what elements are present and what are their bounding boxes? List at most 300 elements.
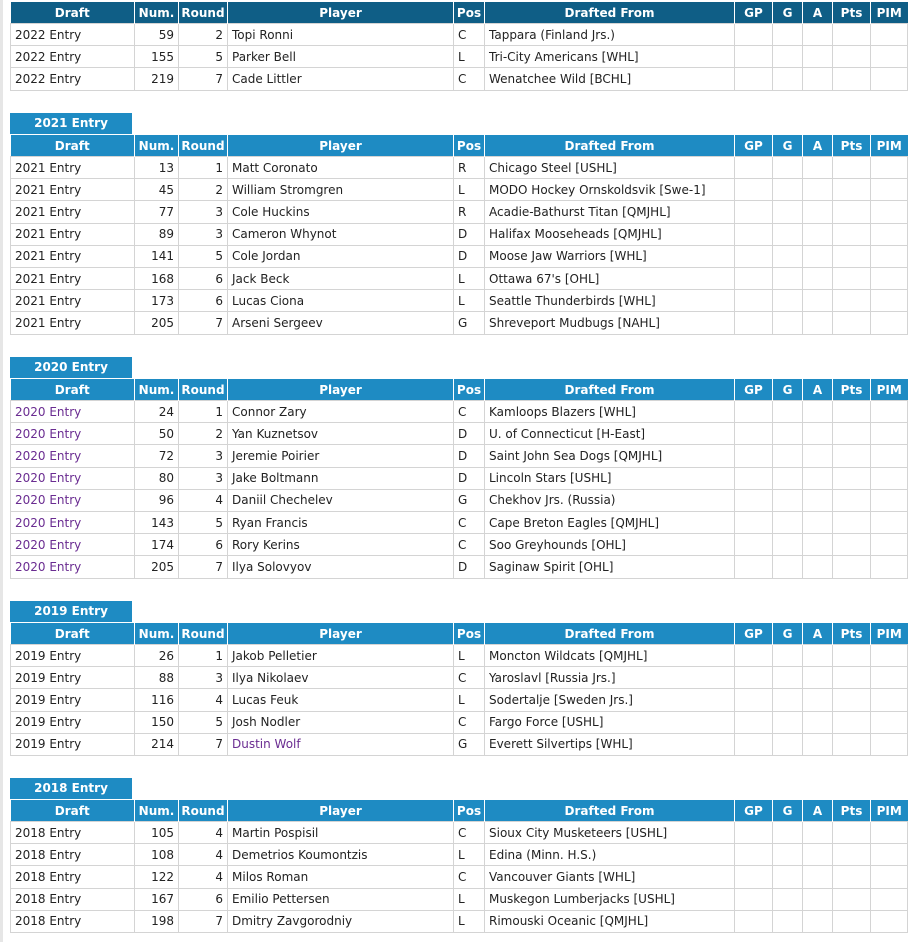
round-cell: 6 — [179, 290, 228, 312]
column-header: A — [803, 379, 833, 401]
pim-cell — [871, 290, 908, 312]
pts-cell — [833, 910, 871, 932]
a-cell — [803, 888, 833, 910]
drafted-from-cell: Cape Breton Eagles [QMJHL] — [485, 511, 735, 533]
table-row — [11, 445, 908, 467]
pts-cell — [833, 24, 871, 46]
a-cell — [803, 467, 833, 489]
gp-cell — [735, 645, 773, 667]
draft-link[interactable]: 2020 Entry — [15, 493, 82, 508]
column-header: Player — [228, 2, 454, 24]
pts-cell — [833, 423, 871, 445]
g-cell — [773, 844, 803, 866]
column-header: Pos — [454, 800, 485, 822]
draft-link[interactable]: 2020 Entry — [15, 448, 82, 463]
table-row — [11, 489, 908, 511]
pick-number-cell: 88 — [135, 667, 179, 689]
player-cell: Lucas Feuk — [228, 689, 454, 711]
pim-cell — [871, 844, 908, 866]
pick-number-cell: 50 — [135, 423, 179, 445]
g-cell — [773, 201, 803, 223]
drafted-from-cell: Moose Jaw Warriors [WHL] — [485, 245, 735, 267]
pick-number-cell: 205 — [135, 556, 179, 578]
pts-cell — [833, 822, 871, 844]
column-header: Pts — [833, 379, 871, 401]
a-cell — [803, 46, 833, 68]
g-cell — [773, 290, 803, 312]
table-row — [11, 179, 908, 201]
g-cell — [773, 46, 803, 68]
draft-link[interactable]: 2020 Entry — [15, 426, 82, 441]
pts-cell — [833, 667, 871, 689]
player-cell: Connor Zary — [228, 401, 454, 423]
pim-cell — [871, 201, 908, 223]
table-row — [11, 511, 908, 533]
a-cell — [803, 290, 833, 312]
column-header: Round — [179, 800, 228, 822]
pim-cell — [871, 733, 908, 755]
column-header: Drafted From — [485, 2, 735, 24]
position-cell: L — [454, 645, 485, 667]
pim-cell — [871, 245, 908, 267]
gp-cell — [735, 534, 773, 556]
player-cell: Topi Ronni — [228, 24, 454, 46]
pim-cell — [871, 667, 908, 689]
position-cell: R — [454, 157, 485, 179]
column-header: Drafted From — [485, 800, 735, 822]
gp-cell — [735, 423, 773, 445]
position-cell: C — [454, 667, 485, 689]
drafted-from-cell: Sioux City Musketeers [USHL] — [485, 822, 735, 844]
table-row — [11, 68, 908, 90]
pick-number-cell: 205 — [135, 312, 179, 334]
drafted-from-cell: Acadie-Bathurst Titan [QMJHL] — [485, 201, 735, 223]
round-cell: 7 — [179, 556, 228, 578]
player-cell: Yan Kuznetsov — [228, 423, 454, 445]
gp-cell — [735, 489, 773, 511]
draft-table — [10, 379, 908, 579]
player-cell: Demetrios Koumontzis — [228, 844, 454, 866]
gp-cell — [735, 201, 773, 223]
player-cell: Ilya Solovyov — [228, 556, 454, 578]
g-cell — [773, 556, 803, 578]
column-header: Drafted From — [485, 379, 735, 401]
pick-number-cell: 59 — [135, 24, 179, 46]
column-header: PIM — [871, 135, 908, 157]
pick-number-cell: 72 — [135, 445, 179, 467]
pts-cell — [833, 201, 871, 223]
drafted-from-cell: Sodertalje [Sweden Jrs.] — [485, 689, 735, 711]
column-header: Pos — [454, 379, 485, 401]
a-cell — [803, 910, 833, 932]
position-cell: G — [454, 489, 485, 511]
round-cell: 1 — [179, 645, 228, 667]
pts-cell — [833, 534, 871, 556]
pim-cell — [871, 46, 908, 68]
table-row — [11, 844, 908, 866]
g-cell — [773, 511, 803, 533]
gp-cell — [735, 910, 773, 932]
column-header: GP — [735, 135, 773, 157]
position-cell: D — [454, 467, 485, 489]
player-cell: Daniil Chechelev — [228, 489, 454, 511]
pick-number-cell: 167 — [135, 888, 179, 910]
a-cell — [803, 312, 833, 334]
drafted-from-cell: Chicago Steel [USHL] — [485, 157, 735, 179]
drafted-from-cell: Fargo Force [USHL] — [485, 711, 735, 733]
player-cell: Jack Beck — [228, 267, 454, 289]
pts-cell — [833, 511, 871, 533]
draft-table — [10, 623, 908, 756]
position-cell: D — [454, 445, 485, 467]
pim-cell — [871, 910, 908, 932]
g-cell — [773, 179, 803, 201]
gp-cell — [735, 179, 773, 201]
column-header: PIM — [871, 800, 908, 822]
pim-cell — [871, 489, 908, 511]
drafted-from-cell: Halifax Mooseheads [QMJHL] — [485, 223, 735, 245]
draft-cell: 2019 Entry — [11, 689, 135, 711]
table-header-row — [11, 800, 908, 822]
pts-cell — [833, 866, 871, 888]
column-header: Drafted From — [485, 135, 735, 157]
position-cell: C — [454, 711, 485, 733]
gp-cell — [735, 401, 773, 423]
pts-cell — [833, 68, 871, 90]
column-header: A — [803, 135, 833, 157]
table-row — [11, 822, 908, 844]
pim-cell — [871, 401, 908, 423]
position-cell: G — [454, 733, 485, 755]
drafted-from-cell: U. of Connecticut [H-East] — [485, 423, 735, 445]
table-row — [11, 401, 908, 423]
position-cell: D — [454, 556, 485, 578]
round-cell: 3 — [179, 467, 228, 489]
g-cell — [773, 689, 803, 711]
column-header: G — [773, 623, 803, 645]
draft-cell — [11, 423, 135, 445]
a-cell — [803, 245, 833, 267]
column-header: GP — [735, 800, 773, 822]
position-cell: G — [454, 312, 485, 334]
table-row — [11, 423, 908, 445]
player-cell: Jakob Pelletier — [228, 645, 454, 667]
pick-number-cell: 77 — [135, 201, 179, 223]
draft-table — [10, 2, 908, 91]
round-cell: 7 — [179, 910, 228, 932]
player-cell: Josh Nodler — [228, 711, 454, 733]
gp-cell — [735, 888, 773, 910]
table-row — [11, 556, 908, 578]
round-cell: 5 — [179, 46, 228, 68]
table-row — [11, 467, 908, 489]
draft-cell: 2018 Entry — [11, 844, 135, 866]
draft-cell — [11, 511, 135, 533]
round-cell: 5 — [179, 511, 228, 533]
g-cell — [773, 445, 803, 467]
pts-cell — [833, 888, 871, 910]
column-header: Draft — [11, 135, 135, 157]
draft-cell — [11, 401, 135, 423]
player-cell: Martin Pospisil — [228, 822, 454, 844]
gp-cell — [735, 667, 773, 689]
pick-number-cell: 116 — [135, 689, 179, 711]
table-row — [11, 201, 908, 223]
position-cell: C — [454, 866, 485, 888]
gp-cell — [735, 822, 773, 844]
gp-cell — [735, 689, 773, 711]
table-row — [11, 667, 908, 689]
drafted-from-cell: Ottawa 67's [OHL] — [485, 267, 735, 289]
pim-cell — [871, 24, 908, 46]
draft-cell: 2021 Entry — [11, 201, 135, 223]
g-cell — [773, 645, 803, 667]
g-cell — [773, 866, 803, 888]
pick-number-cell: 80 — [135, 467, 179, 489]
draft-cell: 2018 Entry — [11, 866, 135, 888]
pts-cell — [833, 312, 871, 334]
drafted-from-cell: Lincoln Stars [USHL] — [485, 467, 735, 489]
gp-cell — [735, 157, 773, 179]
g-cell — [773, 467, 803, 489]
pim-cell — [871, 689, 908, 711]
pts-cell — [833, 689, 871, 711]
column-header: Pts — [833, 2, 871, 24]
draft-cell: 2022 Entry — [11, 68, 135, 90]
table-header-row — [11, 379, 908, 401]
table-row — [11, 223, 908, 245]
player-cell: Emilio Pettersen — [228, 888, 454, 910]
pick-number-cell: 105 — [135, 822, 179, 844]
pts-cell — [833, 179, 871, 201]
pts-cell — [833, 556, 871, 578]
position-cell: C — [454, 68, 485, 90]
pick-number-cell: 24 — [135, 401, 179, 423]
drafted-from-cell: Yaroslavl [Russia Jrs.] — [485, 667, 735, 689]
pts-cell — [833, 157, 871, 179]
drafted-from-cell: Soo Greyhounds [OHL] — [485, 534, 735, 556]
position-cell: L — [454, 290, 485, 312]
pts-cell — [833, 223, 871, 245]
player-cell: Matt Coronato — [228, 157, 454, 179]
table-header-row — [11, 2, 908, 24]
draft-cell: 2021 Entry — [11, 290, 135, 312]
pim-cell — [871, 645, 908, 667]
column-header: GP — [735, 379, 773, 401]
drafted-from-cell: Vancouver Giants [WHL] — [485, 866, 735, 888]
player-cell: Ilya Nikolaev — [228, 667, 454, 689]
pim-cell — [871, 511, 908, 533]
table-row — [11, 157, 908, 179]
player-cell: Arseni Sergeev — [228, 312, 454, 334]
gp-cell — [735, 223, 773, 245]
draft-link[interactable]: 2020 Entry — [15, 537, 82, 552]
g-cell — [773, 267, 803, 289]
table-row — [11, 312, 908, 334]
gp-cell — [735, 511, 773, 533]
a-cell — [803, 711, 833, 733]
table-row — [11, 267, 908, 289]
draft-cell: 2019 Entry — [11, 645, 135, 667]
round-cell: 5 — [179, 245, 228, 267]
table-header-row — [11, 623, 908, 645]
pim-cell — [871, 888, 908, 910]
round-cell: 3 — [179, 445, 228, 467]
a-cell — [803, 733, 833, 755]
g-cell — [773, 667, 803, 689]
pick-number-cell: 219 — [135, 68, 179, 90]
draft-cell: 2022 Entry — [11, 46, 135, 68]
a-cell — [803, 201, 833, 223]
draft-link[interactable]: 2020 Entry — [15, 559, 82, 574]
player-cell: Cole Jordan — [228, 245, 454, 267]
gp-cell — [735, 844, 773, 866]
draft-cell: 2018 Entry — [11, 910, 135, 932]
position-cell: D — [454, 423, 485, 445]
drafted-from-cell: Chekhov Jrs. (Russia) — [485, 489, 735, 511]
gp-cell — [735, 733, 773, 755]
a-cell — [803, 511, 833, 533]
column-header: GP — [735, 2, 773, 24]
pts-cell — [833, 245, 871, 267]
pim-cell — [871, 822, 908, 844]
position-cell: C — [454, 401, 485, 423]
drafted-from-cell: Moncton Wildcats [QMJHL] — [485, 645, 735, 667]
pick-number-cell: 174 — [135, 534, 179, 556]
a-cell — [803, 68, 833, 90]
pim-cell — [871, 157, 908, 179]
player-link[interactable]: Dustin Wolf — [232, 737, 301, 752]
drafted-from-cell: Saginaw Spirit [OHL] — [485, 556, 735, 578]
position-cell: L — [454, 844, 485, 866]
column-header: PIM — [871, 623, 908, 645]
column-header: A — [803, 800, 833, 822]
a-cell — [803, 534, 833, 556]
round-cell: 6 — [179, 267, 228, 289]
pick-number-cell: 198 — [135, 910, 179, 932]
draft-cell: 2021 Entry — [11, 157, 135, 179]
a-cell — [803, 24, 833, 46]
drafted-from-cell: Tri-City Americans [WHL] — [485, 46, 735, 68]
g-cell — [773, 910, 803, 932]
column-header: G — [773, 2, 803, 24]
a-cell — [803, 423, 833, 445]
a-cell — [803, 223, 833, 245]
position-cell: L — [454, 46, 485, 68]
drafted-from-cell: Wenatchee Wild [BCHL] — [485, 68, 735, 90]
pts-cell — [833, 844, 871, 866]
column-header: Pos — [454, 135, 485, 157]
round-cell: 5 — [179, 711, 228, 733]
gp-cell — [735, 245, 773, 267]
draft-link[interactable]: 2020 Entry — [15, 471, 82, 486]
column-header: Pos — [454, 2, 485, 24]
draft-cell: 2019 Entry — [11, 711, 135, 733]
column-header: Player — [228, 379, 454, 401]
pts-cell — [833, 489, 871, 511]
round-cell: 4 — [179, 689, 228, 711]
draft-cell — [11, 467, 135, 489]
gp-cell — [735, 467, 773, 489]
drafted-from-cell: Everett Silvertips [WHL] — [485, 733, 735, 755]
g-cell — [773, 312, 803, 334]
draft-link[interactable]: 2020 Entry — [15, 515, 82, 530]
draft-cell: 2019 Entry — [11, 733, 135, 755]
column-header: G — [773, 800, 803, 822]
pick-number-cell: 155 — [135, 46, 179, 68]
g-cell — [773, 24, 803, 46]
table-header-row — [11, 135, 908, 157]
pim-cell — [871, 711, 908, 733]
g-cell — [773, 888, 803, 910]
round-cell: 4 — [179, 822, 228, 844]
draft-cell: 2018 Entry — [11, 822, 135, 844]
pick-number-cell: 141 — [135, 245, 179, 267]
column-header: G — [773, 135, 803, 157]
table-row — [11, 645, 908, 667]
round-cell: 3 — [179, 201, 228, 223]
gp-cell — [735, 46, 773, 68]
round-cell: 4 — [179, 866, 228, 888]
pim-cell — [871, 534, 908, 556]
column-header: Drafted From — [485, 623, 735, 645]
pick-number-cell: 150 — [135, 711, 179, 733]
player-cell: Cole Huckins — [228, 201, 454, 223]
pick-number-cell: 173 — [135, 290, 179, 312]
column-header: Draft — [11, 800, 135, 822]
a-cell — [803, 489, 833, 511]
drafted-from-cell: Tappara (Finland Jrs.) — [485, 24, 735, 46]
a-cell — [803, 667, 833, 689]
g-cell — [773, 733, 803, 755]
pick-number-cell: 108 — [135, 844, 179, 866]
table-row — [11, 534, 908, 556]
g-cell — [773, 245, 803, 267]
gp-cell — [735, 267, 773, 289]
a-cell — [803, 689, 833, 711]
draft-cell: 2018 Entry — [11, 888, 135, 910]
round-cell: 2 — [179, 24, 228, 46]
drafted-from-cell: Shreveport Mudbugs [NAHL] — [485, 312, 735, 334]
a-cell — [803, 179, 833, 201]
draft-table — [10, 135, 908, 335]
position-cell: D — [454, 245, 485, 267]
table-row — [11, 711, 908, 733]
position-cell: L — [454, 910, 485, 932]
gp-cell — [735, 556, 773, 578]
position-cell: D — [454, 223, 485, 245]
pick-number-cell: 168 — [135, 267, 179, 289]
column-header: PIM — [871, 2, 908, 24]
a-cell — [803, 157, 833, 179]
draft-cell: 2021 Entry — [11, 267, 135, 289]
column-header: Round — [179, 135, 228, 157]
pim-cell — [871, 445, 908, 467]
position-cell: R — [454, 201, 485, 223]
column-header: A — [803, 623, 833, 645]
round-cell: 6 — [179, 534, 228, 556]
draft-cell — [11, 534, 135, 556]
pts-cell — [833, 711, 871, 733]
player-cell: Ryan Francis — [228, 511, 454, 533]
position-cell: C — [454, 822, 485, 844]
table-row — [11, 733, 908, 755]
player-cell: Jeremie Poirier — [228, 445, 454, 467]
a-cell — [803, 822, 833, 844]
column-header: Draft — [11, 379, 135, 401]
draft-link[interactable]: 2020 Entry — [15, 404, 82, 419]
table-row — [11, 888, 908, 910]
